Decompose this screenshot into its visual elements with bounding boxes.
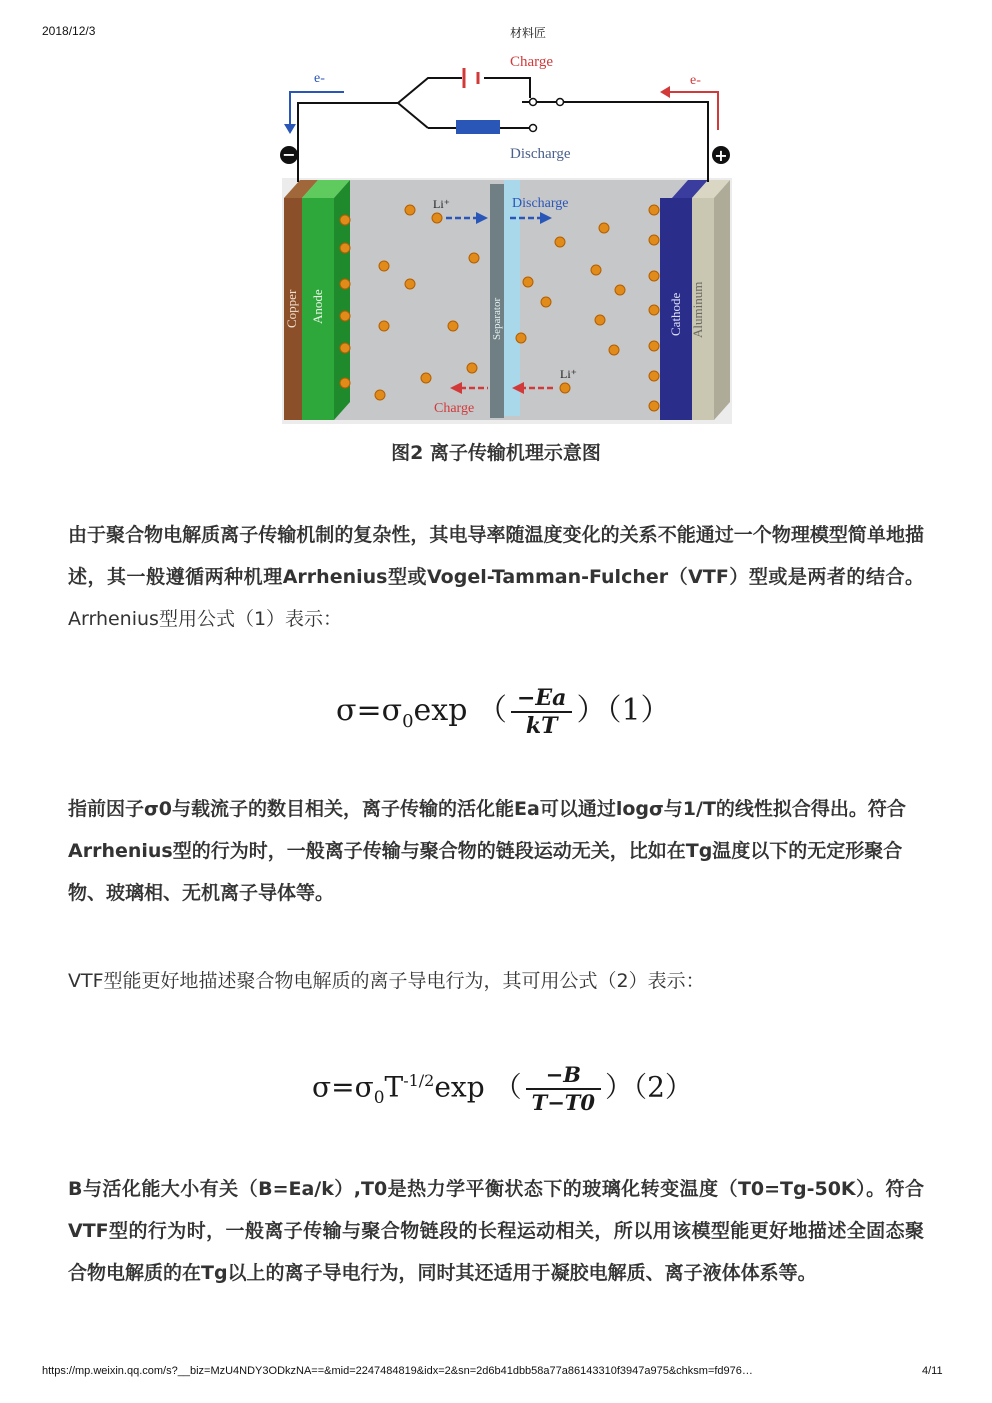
charge-arrow-label: Charge bbox=[434, 401, 475, 416]
figure-caption: 图2 离子传输机理示意图 bbox=[391, 442, 601, 464]
discharge-arrow-label: Discharge bbox=[512, 196, 569, 211]
paragraph-vtf-intro: VTF型能更好地描述聚合物电解质的离子导电行为，其可用公式（2）表示： bbox=[68, 970, 705, 992]
anode-label: Anode bbox=[310, 289, 325, 324]
formula-vtf: $\sigma=\sigma_0T^{-1/2}\exp$ （ $\frac{-B}{T-T0}$ ）（2） bbox=[312, 1062, 693, 1115]
cathode-label: Cathode bbox=[668, 292, 683, 336]
discharge-switch-label: Discharge bbox=[510, 146, 571, 162]
svg-text:−: − bbox=[282, 145, 296, 164]
paragraph-arrhenius: 指前因子σ0与载流子的数目相关，离子传输的活化能Ea可以通过logσ与1/T的线性拟合得出。符合Arrhenius型的行为时，一般离子传输与聚合物的链段运动无关，比如在Tg温度以下的无定形聚合物、玻璃相、无机离子导体等。 bbox=[68, 798, 906, 904]
footer-url[interactable]: https://mp.weixin.qq.com/s?__biz=MzU4NDY3ODkzNA==&mid=2247484819&idx=2&sn=2d6b41dbb58a77a86143310f3947a975&chksm=fd976… bbox=[42, 1365, 753, 1377]
formula-arrhenius: $\sigma=\sigma_0\exp$ （ $\frac{-Ea}{kT}$ ）（1） bbox=[336, 685, 671, 739]
paragraph-mechanisms bbox=[68, 514, 924, 640]
li-label-bottom: Li⁺ bbox=[560, 367, 577, 381]
paragraph-mechanisms-bold: 由于聚合物电解质离子传输机制的复杂性，其电导率随温度变化的关系不能通过一个物理模型简单地描述，其一般遵循两种机理Arrhenius型或Vogel-Tamman-Fulcher（VTF）型或是两者的结合。 bbox=[68, 524, 924, 588]
electron-left-label: e- bbox=[314, 71, 325, 86]
paragraph-vtf: B与活化能大小有关（B=Ea/k）,T0是热力学平衡状态下的玻璃化转变温度（T0=Tg-50K）。符合VTF型的行为时，一般离子传输与聚合物链段的长程运动相关，所以用该模型能更好地描述全固态聚合物电解质的在Tg以上的离子导电行为，同时其还适用于凝胶电解质、离子液体体系等。 bbox=[68, 1178, 924, 1284]
charge-switch-label: Charge bbox=[510, 54, 554, 70]
paragraph-mechanisms-normal: Arrhenius型用公式（1）表示： bbox=[68, 608, 343, 630]
copper-label: Copper bbox=[284, 289, 299, 328]
battery-diagram bbox=[0, 0, 992, 430]
separator-label: Separator bbox=[491, 297, 503, 340]
footer-page-number: 4/11 bbox=[922, 1365, 943, 1377]
header-site-title: 材料匠 bbox=[510, 26, 547, 40]
li-label-top: Li⁺ bbox=[433, 197, 450, 211]
header-date: 2018/12/3 bbox=[42, 24, 96, 38]
aluminum-label: Aluminum bbox=[690, 281, 705, 338]
svg-text:+: + bbox=[714, 146, 728, 165]
electron-right-label: e- bbox=[690, 73, 701, 88]
